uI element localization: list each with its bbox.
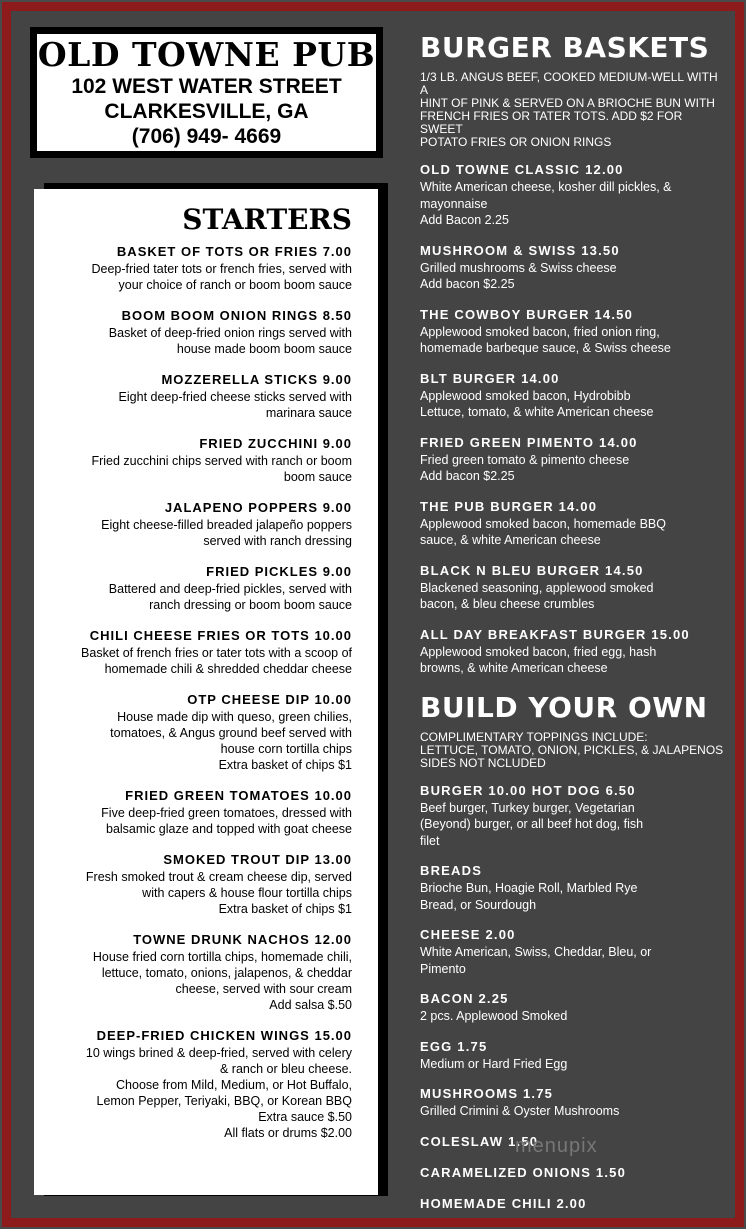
- menu-item: [420, 1164, 725, 1182]
- menu-item: [54, 787, 352, 837]
- menu-item-description: (Beyond) burger, or all beef hot dog, fish: [420, 817, 644, 831]
- menu-item-description: Five deep-fried green tomatoes, dressed with: [101, 806, 352, 820]
- menu-item-description: Grilled Crimini & Oyster Mushrooms: [420, 1104, 620, 1118]
- menu-item-title: CHEESE 2.00: [420, 927, 516, 942]
- menu-item-title: ALL DAY BREAKFAST BURGER 15.00: [420, 626, 690, 642]
- menu-item-title: EGG 1.75: [420, 1038, 488, 1054]
- menu-item-description: Deep-fried tater tots or french fries, served with: [91, 262, 352, 276]
- menu-item-title: FRIED GREEN TOMATOES 10.00: [125, 788, 352, 803]
- menu-item-description: tomatoes, & Angus ground beef served with: [110, 726, 352, 740]
- menu-item: [420, 926, 725, 977]
- menu-item-description: house made boom boom sauce: [176, 342, 352, 356]
- menu-item-description: Eight deep-fried cheese sticks served with: [118, 390, 352, 404]
- restaurant-header: [30, 27, 383, 158]
- menu-item: [420, 1038, 725, 1073]
- menu-item: [54, 851, 352, 917]
- menu-item: [54, 435, 352, 485]
- menu-item: [54, 563, 352, 613]
- menu-item-description: Blackened seasoning, applewood smoked: [420, 580, 654, 595]
- menu-item: [420, 782, 725, 850]
- menu-item-description: Applewood smoked bacon, fried egg, hash: [420, 644, 657, 659]
- menu-item-description: Basket of deep-fried onion rings served with: [108, 326, 352, 340]
- menu-item-title: OTP CHEESE DIP 10.00: [187, 692, 352, 707]
- menu-item: [54, 243, 352, 293]
- menu-item: [420, 562, 725, 613]
- menu-item: [420, 306, 725, 357]
- menu-item-description: Fried zucchini chips served with ranch or boom: [91, 454, 352, 468]
- menu-item: [54, 371, 352, 421]
- menu-item-description: 2 pcs. Applewood Smoked: [420, 1009, 568, 1023]
- menu-item-title: THE COWBOY BURGER 14.50: [420, 306, 634, 322]
- menu-item-description: Beef burger, Turkey burger, Vegetarian: [420, 800, 635, 815]
- menu-item-description: White American cheese, kosher dill pickles, &: [420, 180, 672, 194]
- menu-item: [54, 627, 352, 677]
- address: 102 WEST WATER STREET: [71, 75, 342, 98]
- menu-item-title: THE PUB BURGER 14.00: [420, 498, 598, 514]
- menu-item-description: Applewood smoked bacon, fried onion ring,: [420, 324, 660, 339]
- menu-item-description: Applewood smoked bacon, Hydrobibb: [420, 388, 631, 403]
- menu-item: [54, 931, 352, 1013]
- menu-item: [54, 307, 352, 357]
- menu-item-description: ranch dressing or boom boom sauce: [149, 598, 352, 612]
- menu-item-description: served with ranch dressing: [203, 534, 352, 548]
- menu-item-description: balsamic glaze and topped with goat cheese: [106, 822, 352, 836]
- menu-item: [420, 990, 725, 1025]
- menu-item-description: boom sauce: [283, 470, 352, 484]
- menu-item-title: FRIED ZUCCHINI 9.00: [199, 436, 352, 451]
- menu-item-description: cheese, served with sour cream: [175, 982, 352, 996]
- menu-item-description: Battered and deep-fried pickles, served with: [108, 582, 352, 596]
- menu-item: [420, 242, 725, 293]
- build-your-own-title: BUILD YOUR OWN: [420, 690, 708, 724]
- menu-item-description: Fresh smoked trout & cream cheese dip, served: [85, 870, 352, 884]
- intro-line: HINT OF PINK & SERVED ON A BRIOCHE BUN WITH: [420, 96, 715, 110]
- menu-item-description: Fried green tomato & pimento cheese: [420, 452, 630, 467]
- menu-item-title: TOWNE DRUNK NACHOS 12.00: [133, 932, 352, 947]
- menu-item-title: BURGER 10.00 HOT DOG 6.50: [420, 782, 636, 798]
- menu-item: [420, 434, 725, 485]
- menu-item-title: BLACK N BLEU BURGER 14.50: [420, 562, 644, 578]
- menu-item-title: BACON 2.25: [420, 991, 509, 1006]
- menu-item-description: Add salsa $.50: [269, 998, 352, 1012]
- menu-item: [420, 498, 725, 549]
- phone: (706) 949- 4669: [131, 125, 282, 148]
- menu-item: [420, 370, 725, 421]
- build-intro: [420, 731, 725, 770]
- menu-item-title: DEEP-FRIED CHICKEN WINGS 15.00: [96, 1028, 352, 1043]
- menu-item-description: Choose from Mild, Medium, or Hot Buffalo,: [116, 1078, 352, 1092]
- menu-item-description: house corn tortilla chips: [220, 742, 352, 756]
- watermark: menupix: [515, 1135, 598, 1157]
- menu-item-description: House fried corn tortilla chips, homemade chili,: [92, 950, 352, 964]
- menu-item-title: JALAPENO POPPERS 9.00: [164, 500, 352, 515]
- menu-item-description: bacon, & bleu cheese crumbles: [420, 597, 595, 611]
- intro-line: LETTUCE, TOMATO, ONION, PICKLES, & JALAPENOS: [420, 742, 724, 757]
- menu-item-description: Bread, or Sourdough: [420, 897, 537, 912]
- menu-item-title: BLT BURGER 14.00: [420, 370, 560, 386]
- menu-item-description: Extra sauce $.50: [258, 1110, 352, 1124]
- menu-item-title: BOOM BOOM ONION RINGS 8.50: [121, 308, 352, 323]
- menu-item-description: Add Bacon 2.25: [420, 213, 509, 227]
- menu-item: [420, 1195, 725, 1213]
- intro-line: SIDES NOT NCLUDED: [420, 755, 546, 770]
- menu-item: [420, 626, 725, 677]
- burger-intro: [420, 71, 725, 149]
- menu-item-title: OLD TOWNE CLASSIC 12.00: [420, 162, 624, 177]
- starters-section: [34, 189, 378, 1195]
- burger-baskets-title: BURGER BASKETS: [420, 31, 710, 64]
- menu-item-description: Lemon Pepper, Teriyaki, BBQ, or Korean BBQ: [96, 1094, 352, 1108]
- intro-line: POTATO FRIES OR ONION RINGS: [420, 135, 612, 149]
- menu-item-title: MOZZERELLA STICKS 9.00: [161, 372, 352, 387]
- menu-item-description: Pimento: [420, 961, 466, 976]
- menu-item-description: Applewood smoked bacon, homemade BBQ: [420, 516, 666, 531]
- city: CLARKESVILLE, GA: [104, 100, 309, 123]
- menu-item: [54, 691, 352, 773]
- menu-item-description: browns, & white American cheese: [420, 661, 608, 675]
- menu-item-title: CARAMELIZED ONIONS 1.50: [420, 1164, 627, 1180]
- menu-item-description: 10 wings brined & deep-fried, served with celery: [85, 1046, 352, 1060]
- menu-item-title: FRIED PICKLES 9.00: [206, 564, 352, 579]
- menu-item-description: with capers & house flour tortilla chips: [142, 886, 352, 900]
- menu-item-description: Eight cheese-filled breaded jalapeño poppers: [101, 518, 352, 532]
- menu-item-description: & ranch or bleu cheese.: [219, 1062, 352, 1076]
- menu-item-description: Grilled mushrooms & Swiss cheese: [420, 260, 617, 275]
- menu-item-description: Add bacon $2.25: [420, 469, 515, 483]
- menu-item-title: CHILI CHEESE FRIES OR TOTS 10.00: [89, 628, 352, 643]
- menu-item-description: mayonnaise: [420, 196, 488, 211]
- menu-item-description: Extra basket of chips $1: [218, 902, 352, 916]
- menu-item-description: Add bacon $2.25: [420, 277, 515, 291]
- menu-item: [54, 499, 352, 549]
- menu-item-title: BREADS: [420, 863, 483, 878]
- intro-line: COMPLIMENTARY TOPPINGS INCLUDE:: [420, 729, 648, 744]
- menu-item-description: Brioche Bun, Hoagie Roll, Marbled Rye: [420, 881, 638, 895]
- menu-item-description: Extra basket of chips $1: [218, 758, 352, 772]
- menu-item-description: filet: [420, 833, 440, 848]
- menu-item: [54, 1027, 352, 1141]
- menu-item-description: All flats or drums $2.00: [224, 1126, 352, 1140]
- menu-item-description: Lettuce, tomato, & white American cheese: [420, 405, 654, 419]
- menu-item-title: SMOKED TROUT DIP 13.00: [163, 852, 352, 867]
- menu-item-description: homemade barbeque sauce, & Swiss cheese: [420, 341, 671, 355]
- menu-item-description: House made dip with queso, green chilies,: [117, 710, 352, 724]
- menu-item-title: HOMEMADE CHILI 2.00: [420, 1195, 587, 1211]
- menu-item-title: BASKET OF TOTS OR FRIES 7.00: [116, 244, 352, 259]
- menu-item-title: MUSHROOMS 1.75: [420, 1086, 554, 1101]
- menu-item-title: COLESLAW 1.50: [420, 1133, 539, 1149]
- menu-item-title: FRIED GREEN PIMENTO 14.00: [420, 434, 638, 450]
- intro-line: 1/3 LB. ANGUS BEEF, COOKED MEDIUM-WELL WITH A: [420, 70, 718, 97]
- menu-item-description: marinara sauce: [265, 406, 352, 420]
- restaurant-name: OLD TOWNE PUB: [37, 35, 376, 74]
- menu-item-description: homemade chili & shredded cheddar cheese: [104, 662, 352, 676]
- menu-item-description: Medium or Hard Fried Egg: [420, 1056, 568, 1071]
- burger-section: [420, 30, 725, 1226]
- menu-item: [420, 862, 725, 913]
- menu-item: [420, 161, 725, 229]
- menu-item-description: sauce, & white American cheese: [420, 533, 601, 547]
- menu-item-description: White American, Swiss, Cheddar, Bleu, or: [420, 945, 652, 959]
- intro-line: FRENCH FRIES OR TATER TOTS. ADD $2 FOR SWEET: [420, 109, 683, 136]
- menu-item-description: Basket of french fries or tater tots with a scoop of: [81, 646, 352, 660]
- menu-item: [420, 1085, 725, 1120]
- starters-title: STARTERS: [182, 203, 352, 236]
- menu-item-description: your choice of ranch or boom boom sauce: [118, 278, 352, 292]
- menu-item-title: MUSHROOM & SWISS 13.50: [420, 242, 620, 258]
- menu-item-description: lettuce, tomato, onions, jalapenos, & cheddar: [101, 966, 352, 980]
